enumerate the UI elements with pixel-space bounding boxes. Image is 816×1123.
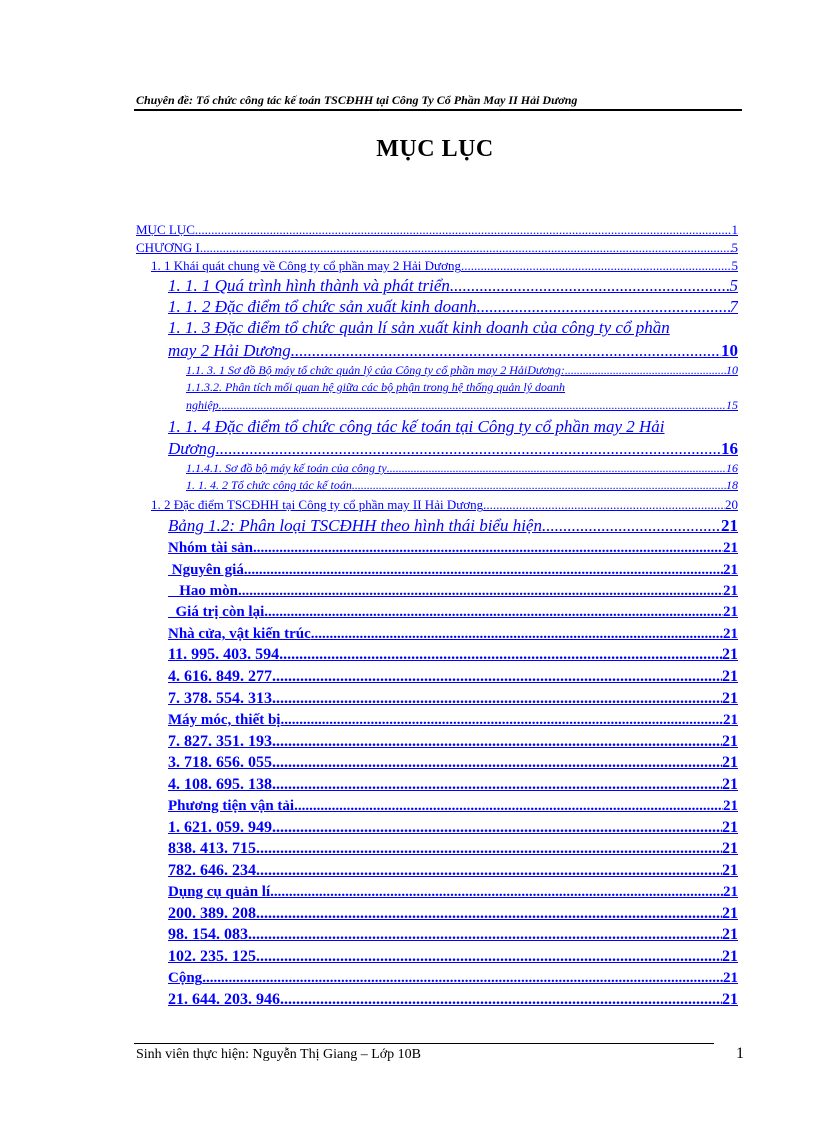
running-header: Chuyên đề: Tổ chức công tác kế toán TSCĐHH tại Công Ty Cổ Phần May II Hải Dương: [136, 93, 578, 107]
toc-entry[interactable]: [168, 275, 738, 296]
toc-entry-text: 3. 718. 656. 055: [168, 754, 272, 771]
toc-entry[interactable]: [168, 795, 738, 815]
toc-entry[interactable]: [168, 580, 738, 600]
toc-entry[interactable]: [186, 461, 738, 476]
toc-entry-page: 21: [722, 733, 738, 750]
toc-entry[interactable]: [186, 363, 738, 378]
toc-entry-text: may 2 Hải Dương: [168, 341, 291, 360]
toc-entry-text: 1. 2 Đặc điểm TSCĐHH tại Công ty cổ phần may II Hải Dương: [151, 497, 484, 512]
page-number: 1: [736, 1045, 744, 1062]
toc-entry[interactable]: [168, 838, 738, 858]
toc-entry-page: 16: [726, 461, 738, 475]
toc-entry[interactable]: [168, 752, 738, 772]
toc-entry[interactable]: [168, 688, 738, 708]
toc-entry-page: 21: [723, 884, 738, 900]
toc-entry-page: 21: [722, 668, 738, 685]
page-title: MỤC LỤC: [376, 136, 494, 162]
toc-entry-text: Hao mòn: [168, 583, 239, 599]
toc-entry-page: 21: [723, 626, 738, 642]
toc-entry-text: 98. 154. 083: [168, 926, 248, 943]
footer-rule: [134, 1043, 714, 1044]
toc-entry-text: nghiệp.: [186, 398, 222, 412]
toc-entry[interactable]: [168, 340, 738, 361]
toc-entry[interactable]: [168, 438, 738, 459]
toc-entry[interactable]: [168, 644, 738, 664]
toc-entry[interactable]: [168, 515, 738, 536]
toc-entry-text: 838. 413. 715: [168, 840, 256, 857]
toc-entry-page: 21: [723, 540, 738, 556]
toc-entry-text: 4. 108. 695. 138: [168, 776, 272, 793]
toc-entry-page: 21: [722, 905, 738, 922]
toc-entry[interactable]: [168, 924, 738, 944]
toc-entry[interactable]: [151, 258, 738, 274]
toc-entry-page: 21: [723, 712, 738, 728]
toc-entry-page: 5: [731, 258, 738, 273]
toc-entry-page: 5: [731, 240, 738, 255]
toc-entry-page: 21: [721, 516, 738, 535]
toc-entry[interactable]: [151, 497, 738, 513]
toc-entry-text: Bảng 1.2: Phân loại TSCĐHH theo hình thái biểu hiện: [168, 516, 542, 535]
toc-entry-page: 21: [722, 819, 738, 836]
toc-entry-page: 1: [731, 222, 738, 237]
toc-entry[interactable]: [136, 240, 738, 256]
toc-entry-page: 18: [726, 478, 738, 492]
toc-entry-text: Dương: [168, 439, 216, 458]
toc-entry-text: 1.1. 3. 1 Sơ đồ Bộ máy tổ chức quản lý của Công ty cổ phần may 2 HảiDương:: [186, 363, 565, 377]
toc-entry[interactable]: [168, 946, 738, 966]
toc-entry-page: 20: [725, 497, 738, 512]
toc-entry-page: 21: [722, 690, 738, 707]
toc-entry-page: 21: [723, 562, 738, 578]
toc-entry[interactable]: [168, 967, 738, 987]
toc-entry-page: 10: [726, 363, 738, 377]
toc-entry-text-line1[interactable]: 1.1.3.2. Phân tích mối quan hệ giữa các bộ phận trong hệ thống quản lý doanh: [186, 380, 566, 394]
toc-entry-text: 4. 616. 849. 277: [168, 668, 272, 685]
toc-entry-text: 1. 621. 059. 949: [168, 819, 272, 836]
toc-entry-text: 1. 1 Khái quát chung về Công ty cổ phần may 2 Hải Dương: [151, 258, 461, 273]
toc-entry-text: 200. 389. 208: [168, 905, 256, 922]
toc-entry-text: 1. 1. 1 Quá trình hình thành và phát triển: [168, 276, 450, 295]
toc-entry-text: 21. 644. 203. 946: [168, 991, 280, 1008]
toc-entry-text: 7. 378. 554. 313: [168, 690, 272, 707]
toc-entry-page: 21: [723, 583, 738, 599]
toc-entry-page: 7: [729, 297, 738, 316]
toc-entry-text: Nhà cửa, vật kiến trúc: [168, 626, 311, 642]
toc-entry[interactable]: [168, 666, 738, 686]
toc-entry[interactable]: [168, 817, 738, 837]
toc-entry[interactable]: [136, 222, 738, 238]
toc-entry-page: 21: [722, 754, 738, 771]
toc-entry-text: Nguyên giá: [168, 562, 244, 578]
toc-entry[interactable]: [168, 989, 738, 1009]
toc-entry-page: 21: [723, 604, 738, 620]
toc-entry[interactable]: [168, 709, 738, 729]
toc-entry[interactable]: [168, 601, 738, 621]
toc-entry[interactable]: [168, 731, 738, 751]
toc-entry-text: 7. 827. 351. 193: [168, 733, 272, 750]
toc-entry-page: 21: [722, 926, 738, 943]
toc-entry-page: 10: [721, 341, 738, 360]
toc-entry-text: Giá trị còn lại: [168, 604, 265, 620]
toc-entry-text: Máy móc, thiết bị: [168, 712, 281, 728]
footer-student: Sinh viên thực hiện: Nguyễn Thị Giang – Lớp 10B: [136, 1047, 421, 1062]
toc-entry-page: 21: [722, 840, 738, 857]
toc-entry[interactable]: [186, 478, 738, 493]
toc-entry-page: 5: [729, 276, 738, 295]
toc-entry-page: 21: [722, 948, 738, 965]
toc-entry-text: 11. 995. 403. 594: [168, 646, 280, 663]
toc-entry-text: 1. 1. 2 Đặc điểm tổ chức sản xuất kinh doanh: [168, 297, 477, 316]
toc-entry-text: 782. 646. 234: [168, 862, 256, 879]
toc-entry-text: 102. 235. 125: [168, 948, 256, 965]
toc-entry[interactable]: [168, 903, 738, 923]
toc-entry[interactable]: [168, 623, 738, 643]
toc-entry-page: 21: [722, 991, 738, 1008]
toc-entry[interactable]: [168, 296, 738, 317]
toc-entry-page: 15: [726, 398, 738, 412]
toc-entry[interactable]: [168, 860, 738, 880]
toc-entry-text: 1.1.4.1. Sơ đồ bộ máy kế toán của công ty: [186, 461, 387, 475]
toc-entry[interactable]: [168, 881, 738, 901]
toc-entry-page: 21: [723, 798, 738, 814]
toc-entry-text-line1[interactable]: 1. 1. 3 Đặc điểm tổ chức quản lí sản xuất kinh doanh của công ty cổ phần: [168, 318, 670, 337]
header-rule: [134, 109, 742, 111]
toc-entry[interactable]: [186, 398, 738, 413]
toc-entry[interactable]: [168, 559, 738, 579]
toc-entry-text: Nhóm tài sản: [168, 540, 254, 556]
toc-entry[interactable]: [168, 537, 738, 557]
toc-entry-text-line1[interactable]: 1. 1. 4 Đặc điểm tổ chức công tác kế toán tại Công ty cổ phần may 2 Hải: [168, 417, 665, 436]
toc-entry-page: 21: [722, 862, 738, 879]
toc-entry-text: Cộng: [168, 970, 203, 986]
toc-entry[interactable]: [168, 774, 738, 794]
toc-entry-text: CHƯƠNG I: [136, 240, 200, 255]
toc-entry-page: 21: [723, 970, 738, 986]
toc-entry-text: 1. 1. 4. 2 Tổ chức công tác kế toán: [186, 478, 352, 492]
toc-entry-text: MỤC LỤC: [136, 222, 195, 237]
toc-entry-page: 16: [721, 439, 738, 458]
toc-entry-text: Dụng cụ quản lí: [168, 884, 271, 900]
toc-entry-page: 21: [722, 776, 738, 793]
toc-entry-text: Phương tiện vận tải: [168, 798, 295, 814]
toc-entry-page: 21: [722, 646, 738, 663]
